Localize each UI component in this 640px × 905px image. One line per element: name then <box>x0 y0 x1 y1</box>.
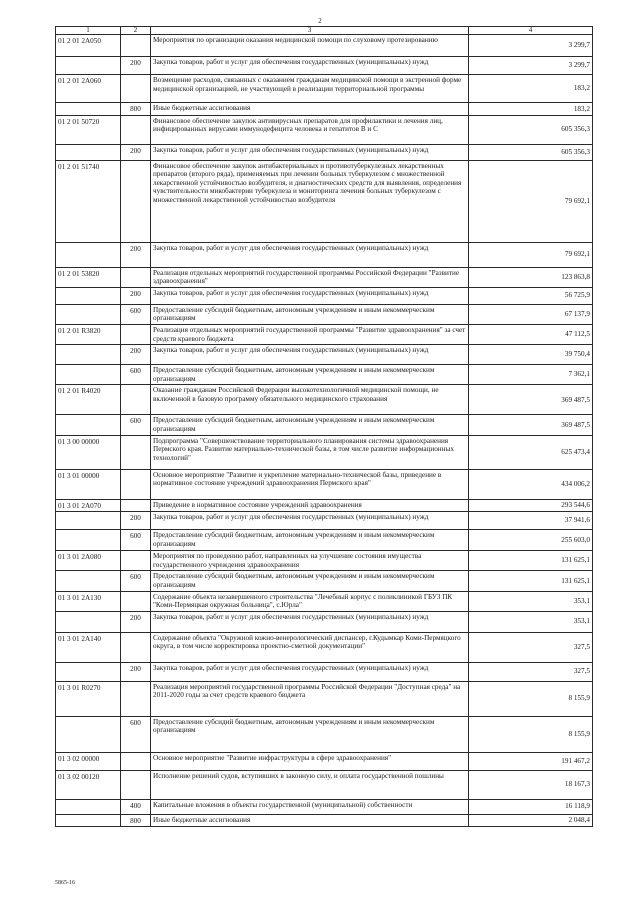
type-cell <box>121 35 151 57</box>
type-cell <box>121 551 151 571</box>
type-cell: 400 <box>121 799 151 814</box>
code-cell: 01 3 01 00000 <box>56 469 121 499</box>
name-cell: Предоставление субсидий бюджетным, автономным учреждениям и иным некоммерческим организациям <box>151 716 469 752</box>
type-cell: 600 <box>121 304 151 324</box>
name-cell: Предоставление субсидий бюджетным, автономным учреждениям и иным некоммерческим организациям <box>151 365 469 385</box>
table-row <box>56 287 593 304</box>
amount-cell: 3 299,7 <box>469 57 593 75</box>
name-cell: Содержание объекта незавершенного строительства "Лечебный корпус с поликлиникой ГБУЗ ПК "Коми-Пермяцкая окружная больница", с.Юрла" <box>151 591 469 611</box>
name-cell: Финансовое обеспечение закупок антибактериальных и противотуберкулезных лекарственных препаратов (второго ряда), применяемых при лечении больных туберкулезом с множественной лекарственной устойчивостью возбудителя, и диагностических средств для выявления, определения чувствительности микобактерии туберкулеза и мониторинга лечения больных туберкулезом с множественной лекарственной устойчивостью возбудителя <box>151 160 469 242</box>
name-cell: Подпрограмма "Совершенствование территориального планирования системы здравоохранения Пермского края. Развитие материально-технической базы, в том числе развитие информационных технологий" <box>151 435 469 469</box>
table-row <box>56 435 593 469</box>
table-row <box>56 385 593 415</box>
name-cell: Исполнение решений судов, вступивших в законную силу, и оплата государственной пошлины <box>151 770 469 799</box>
code-cell: 01 2 01 50720 <box>56 115 121 144</box>
amount-cell: 369 487,5 <box>469 385 593 415</box>
type-cell <box>121 469 151 499</box>
amount-cell: 605 356,3 <box>469 115 593 144</box>
code-cell: 01 3 02 00000 <box>56 752 121 770</box>
amount-cell: 131 625,1 <box>469 571 593 591</box>
code-cell <box>56 103 121 116</box>
type-cell: 600 <box>121 571 151 591</box>
name-cell: Закупка товаров, работ и услуг для обеспечения государственных (муниципальных) нужд <box>151 662 469 681</box>
table-row <box>56 144 593 160</box>
type-cell <box>121 770 151 799</box>
name-cell: Предоставление субсидий бюджетным, автономным учреждениям и иным некоммерческим организациям <box>151 571 469 591</box>
type-cell: 200 <box>121 144 151 160</box>
code-cell <box>56 415 121 435</box>
amount-cell: 191 467,2 <box>469 752 593 770</box>
budget-table <box>55 26 593 827</box>
name-cell: Закупка товаров, работ и услуг для обеспечения государственных (муниципальных) нужд <box>151 144 469 160</box>
code-cell <box>56 799 121 814</box>
name-cell: Возмещение расходов, связанных с оказанием гражданам медицинской помощи в экстренной форме медицинской организацией, не участвующей в реализации территориальной программы <box>151 75 469 103</box>
name-cell: Закупка товаров, работ и услуг для обеспечения государственных (муниципальных) нужд <box>151 287 469 304</box>
code-cell <box>56 365 121 385</box>
amount-cell: 353,1 <box>469 591 593 611</box>
code-cell <box>56 345 121 365</box>
table-row <box>56 551 593 571</box>
name-cell: Закупка товаров, работ и услуг для обеспечения государственных (муниципальных) нужд <box>151 345 469 365</box>
name-cell: Основное мероприятие "Развитие и укрепление материально-технической базы, приведение в нормативное состояние учреждений здравоохранения Пермского края" <box>151 469 469 499</box>
code-cell: 01 2 01 53820 <box>56 267 121 287</box>
code-cell <box>56 662 121 681</box>
code-cell: 01 2 01 2A050 <box>56 35 121 57</box>
name-cell: Закупка товаров, работ и услуг для обеспечения государственных (муниципальных) нужд <box>151 57 469 75</box>
amount-cell: 8 155,9 <box>469 681 593 716</box>
amount-cell: 327,5 <box>469 632 593 662</box>
name-cell: Закупка товаров, работ и услуг для обеспечения государственных (муниципальных) нужд <box>151 242 469 267</box>
code-cell <box>56 144 121 160</box>
name-cell: Реализация мероприятий государственной программы Российской Федерации "Доступная среда" на 2011-2020 годы за счет средств краевого бюджета <box>151 681 469 716</box>
amount-cell: 131 625,1 <box>469 551 593 571</box>
amount-cell: 67 137,9 <box>469 304 593 324</box>
table-row <box>56 75 593 103</box>
type-cell <box>121 681 151 716</box>
type-cell: 600 <box>121 415 151 435</box>
amount-cell: 47 112,5 <box>469 324 593 344</box>
name-cell: Основное мероприятие "Развитие инфраструктуры в сфере здравоохранения" <box>151 752 469 770</box>
type-cell: 200 <box>121 662 151 681</box>
table-row <box>56 365 593 385</box>
amount-cell: 353,1 <box>469 611 593 632</box>
table-row <box>56 267 593 287</box>
code-cell <box>56 304 121 324</box>
table-row <box>56 103 593 116</box>
table-row <box>56 716 593 752</box>
table-row <box>56 571 593 591</box>
amount-cell: 255 603,0 <box>469 530 593 551</box>
table-row <box>56 469 593 499</box>
type-cell: 800 <box>121 814 151 827</box>
code-cell <box>56 530 121 551</box>
page-number: 2 <box>318 17 322 25</box>
type-cell <box>121 499 151 512</box>
code-cell: 01 3 02 00120 <box>56 770 121 799</box>
type-cell <box>121 267 151 287</box>
code-cell: 01 3 01 2A130 <box>56 591 121 611</box>
amount-cell: 79 692,1 <box>469 160 593 242</box>
name-cell: Предоставление субсидий бюджетным, автономным учреждениям и иным некоммерческим организациям <box>151 415 469 435</box>
code-cell <box>56 716 121 752</box>
table-row <box>56 632 593 662</box>
amount-cell: 123 863,8 <box>469 267 593 287</box>
amount-cell: 37 941,6 <box>469 512 593 530</box>
code-cell: 01 2 01 51740 <box>56 160 121 242</box>
type-cell: 200 <box>121 287 151 304</box>
code-cell: 01 2 01 2A060 <box>56 75 121 103</box>
code-cell <box>56 287 121 304</box>
amount-cell: 7 362,1 <box>469 365 593 385</box>
name-cell: Реализация отдельных мероприятий государственной программы Российской Федерации "Развитие здравоохранения" <box>151 267 469 287</box>
table-row <box>56 591 593 611</box>
table-row <box>56 415 593 435</box>
table-row <box>56 611 593 632</box>
name-cell: Закупка товаров, работ и услуг для обеспечения государственных (муниципальных) нужд <box>151 611 469 632</box>
code-cell <box>56 611 121 632</box>
amount-cell: 327,5 <box>469 662 593 681</box>
type-cell: 800 <box>121 103 151 116</box>
code-cell: 01 2 01 R3820 <box>56 324 121 344</box>
name-cell: Приведение в нормативное состояние учреждений здравоохранения <box>151 499 469 512</box>
amount-cell: 183,2 <box>469 75 593 103</box>
table-row <box>56 512 593 530</box>
table-row <box>56 304 593 324</box>
name-cell: Иные бюджетные ассигнования <box>151 814 469 827</box>
type-cell <box>121 752 151 770</box>
amount-cell: 434 006,2 <box>469 469 593 499</box>
code-cell: 01 3 01 2A140 <box>56 632 121 662</box>
amount-cell: 16 118,9 <box>469 799 593 814</box>
type-cell: 600 <box>121 716 151 752</box>
table-row <box>56 662 593 681</box>
name-cell: Финансовое обеспечение закупок антивирусных препаратов для профилактики и лечения лиц, инфицированных вирусами иммунодефицита человека и гепатитов В и С <box>151 115 469 144</box>
code-cell <box>56 242 121 267</box>
type-cell: 200 <box>121 242 151 267</box>
code-cell: 01 2 01 R4020 <box>56 385 121 415</box>
header-cell: 1 <box>56 27 121 35</box>
type-cell <box>121 324 151 344</box>
code-cell <box>56 512 121 530</box>
table-row <box>56 530 593 551</box>
table-row <box>56 752 593 770</box>
header-cell: 2 <box>121 27 151 35</box>
name-cell: Предоставление субсидий бюджетным, автономным учреждениям и иным некоммерческим организациям <box>151 530 469 551</box>
table-row <box>56 324 593 344</box>
type-cell: 600 <box>121 530 151 551</box>
code-cell: 01 3 01 2A080 <box>56 551 121 571</box>
type-cell <box>121 591 151 611</box>
type-cell <box>121 160 151 242</box>
code-cell: 01 3 01 R0270 <box>56 681 121 716</box>
header-row <box>56 27 593 35</box>
header-cell: 3 <box>151 27 469 35</box>
type-cell: 200 <box>121 611 151 632</box>
document-code: 5865-16 <box>55 880 75 886</box>
amount-cell: 79 692,1 <box>469 242 593 267</box>
name-cell: Иные бюджетные ассигнования <box>151 103 469 116</box>
amount-cell: 369 487,5 <box>469 415 593 435</box>
table-row <box>56 499 593 512</box>
name-cell: Предоставление субсидий бюджетным, автономным учреждениям и иным некоммерческим организациям <box>151 304 469 324</box>
amount-cell: 56 725,9 <box>469 287 593 304</box>
name-cell: Содержание объекта "Окружной кожно-венерологический диспансер, г.Кудымкар Коми-Пермяцкого округа, в том числе корректировка проектно-сметной документации" <box>151 632 469 662</box>
name-cell: Мероприятия по проведению работ, направленных на улучшение состояния имущества государственного учреждения здравоохранения <box>151 551 469 571</box>
amount-cell: 2 048,4 <box>469 814 593 827</box>
amount-cell: 39 750,4 <box>469 345 593 365</box>
type-cell: 600 <box>121 365 151 385</box>
code-cell: 01 3 01 2A070 <box>56 499 121 512</box>
table-row <box>56 160 593 242</box>
name-cell: Оказание гражданам Российской Федерации высокотехнологичной медицинской помощи, не включенной в базовую программу обязательного медицинского страхования <box>151 385 469 415</box>
type-cell: 200 <box>121 57 151 75</box>
type-cell <box>121 75 151 103</box>
code-cell <box>56 814 121 827</box>
amount-cell: 293 544,6 <box>469 499 593 512</box>
table-row <box>56 345 593 365</box>
name-cell: Капитальные вложения в объекты государственной (муниципальной) собственности <box>151 799 469 814</box>
table-row <box>56 242 593 267</box>
type-cell <box>121 632 151 662</box>
name-cell: Реализация отдельных мероприятий государственной программы "Развитие здравоохранения" за счет средств краевого бюджета <box>151 324 469 344</box>
code-cell <box>56 57 121 75</box>
type-cell: 200 <box>121 512 151 530</box>
table-row <box>56 799 593 814</box>
type-cell <box>121 385 151 415</box>
header-cell: 4 <box>469 27 593 35</box>
type-cell <box>121 115 151 144</box>
amount-cell: 183,2 <box>469 103 593 116</box>
name-cell: Мероприятия по организации оказания медицинской помощи по слуховому протезированию <box>151 35 469 57</box>
type-cell: 200 <box>121 345 151 365</box>
table-row <box>56 57 593 75</box>
amount-cell: 18 167,3 <box>469 770 593 799</box>
table-row <box>56 115 593 144</box>
amount-cell: 8 155,9 <box>469 716 593 752</box>
table-row <box>56 814 593 827</box>
code-cell: 01 3 00 00000 <box>56 435 121 469</box>
type-cell <box>121 435 151 469</box>
table-row <box>56 35 593 57</box>
amount-cell: 3 299,7 <box>469 35 593 57</box>
amount-cell: 605 356,3 <box>469 144 593 160</box>
amount-cell: 625 473,4 <box>469 435 593 469</box>
code-cell <box>56 571 121 591</box>
table-row <box>56 770 593 799</box>
name-cell: Закупка товаров, работ и услуг для обеспечения государственных (муниципальных) нужд <box>151 512 469 530</box>
table-row <box>56 681 593 716</box>
